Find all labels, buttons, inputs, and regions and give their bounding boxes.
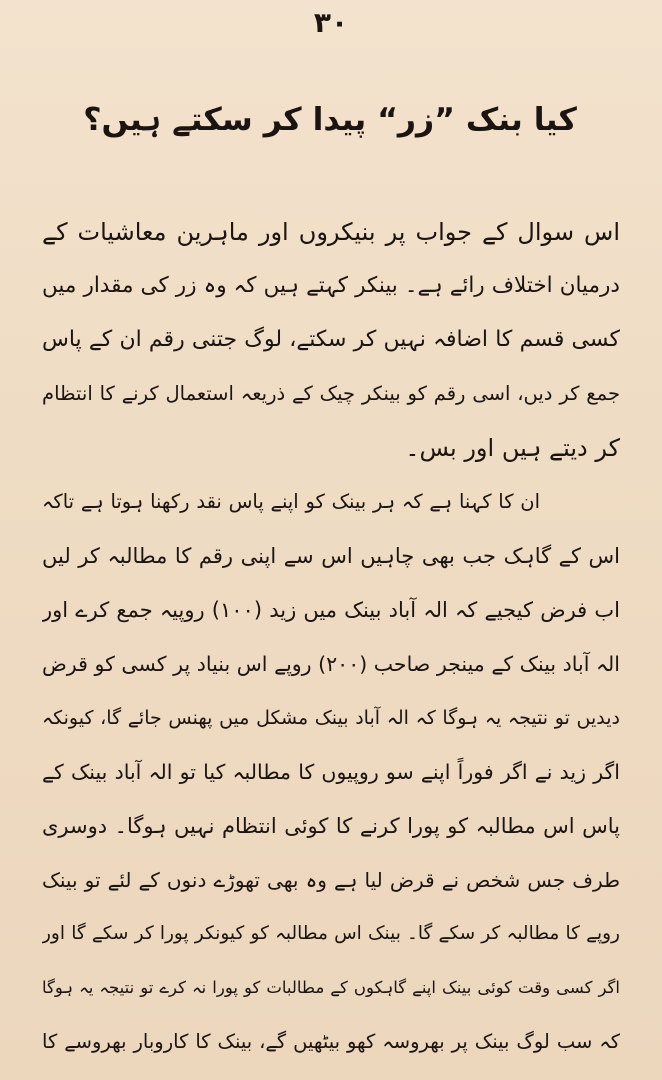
text-line: درمیان اختلاف رائے ہے۔ بینکر کہتے ہیں کہ وہ زر کی مقدار میں	[42, 273, 620, 298]
page-number: ۳۰	[313, 6, 349, 39]
text-line: کر دیتے ہیں اور بس۔	[405, 434, 620, 462]
text-line: ان کا کہنا ہے کہ ہر بینک کو اپنے پاس نقد رکھنا ہوتا ہے تاکہ	[42, 490, 540, 513]
text-line: کسی قسم کا اضافہ نہیں کر سکتے، لوگ جتنی رقم ان کے پاس	[42, 327, 620, 352]
text-line: پاس اس مطالبہ کو پورا کرنے کا کوئی انتظام نہیں ہوگا۔ دوسری	[42, 814, 620, 838]
text-line: اب فرض کیجیے کہ الہ آباد بینک میں زید (۱۰۰) روپیہ جمع کرے اور	[42, 598, 620, 622]
text-line: دیدیں تو نتیجہ یہ ہوگا کہ الہ آباد بینک مشکل میں پھنس جائے گا، کیونکہ	[42, 707, 620, 729]
text-line: کہ سب لوگ بینک پر بھروسہ کھو بیٹھیں گے، بینک کا کاروبار بھروسے کا	[42, 1030, 620, 1053]
text-line: جمع کر دیں، اسی رقم کو بینکر چیک کے ذریعہ استعمال کرنے کا انتظام	[42, 382, 620, 405]
text-line: الہ آباد بینک کے مینجر صاحب (۲۰۰) روپے اس بنیاد پر کسی کو قرض	[42, 652, 620, 676]
text-line: اگر کسی وقت کوئی بینک اپنے گاہکوں کے مطالبات کو پورا نہ کرے تو نتیجہ یہ ہوگا	[42, 978, 620, 997]
body-text	[42, 205, 620, 1069]
text-line: طرف جس شخص نے قرض لیا ہے وہ بھی تھوڑے دنوں کے لئے تو بینک	[42, 868, 620, 892]
text-line: اس کے گاہک جب بھی چاہیں اس سے اپنی رقم کا مطالبہ کر لیں	[42, 544, 620, 568]
chapter-title: کیا بنک ”زر“ پیدا کر سکتے ہیں؟	[83, 102, 577, 138]
text-line: روپے کا مطالبہ کر سکے گا۔ بینک اس مطالبہ کو کیونکر پورا کر سکے گا اور	[42, 923, 620, 944]
text-line: اس سوال کے جواب پر بنیکروں اور ماہرین معاشیات کے	[42, 218, 620, 246]
text-line: اگر زید نے اگر فوراً اپنے سو روپیوں کا مطالبہ کیا تو الہ آباد بینک کے	[42, 760, 620, 784]
